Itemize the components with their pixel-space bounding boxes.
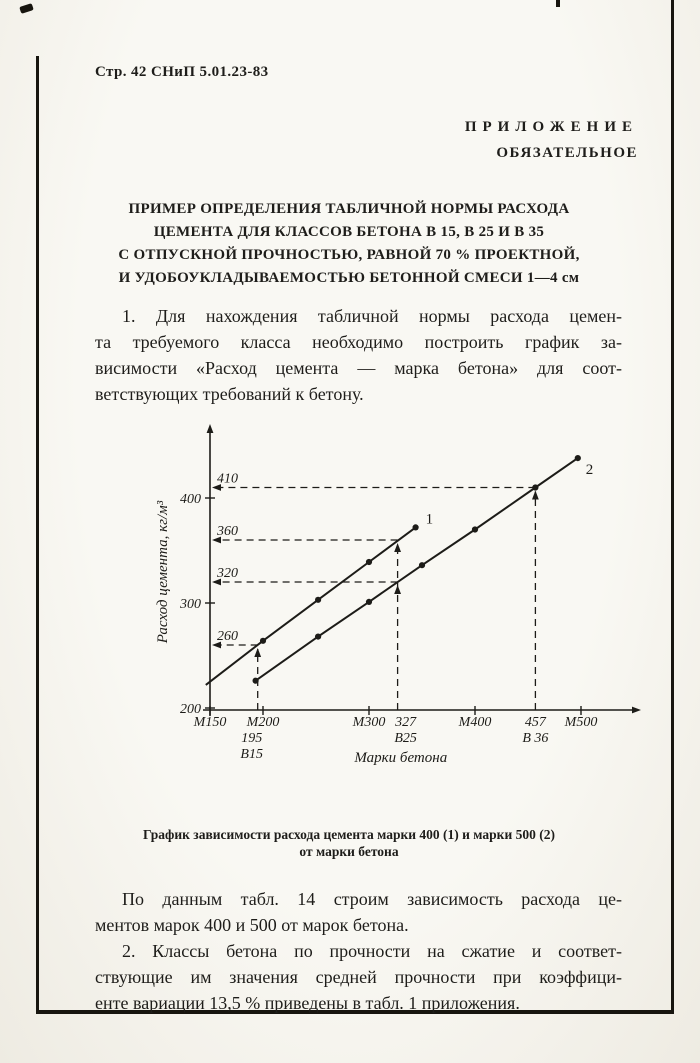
series-1 — [206, 511, 433, 685]
figure-caption — [60, 826, 638, 860]
chart-mount — [115, 412, 655, 784]
scan-speck-top-left — [19, 3, 34, 14]
svg-text:2: 2 — [585, 462, 594, 479]
svg-text:410: 410 — [217, 471, 238, 487]
svg-text:М500: М500 — [564, 715, 598, 730]
arrowhead — [207, 424, 214, 433]
text-line: висимости «Расход цемента — марка бетона» для соот- — [95, 358, 622, 378]
paragraph-1 — [95, 303, 622, 407]
svg-text:400: 400 — [180, 492, 201, 507]
svg-text:В15: В15 — [240, 747, 263, 762]
svg-text:В 36: В 36 — [522, 731, 549, 746]
text-line: от марки бетона — [299, 844, 399, 859]
svg-text:М300: М300 — [352, 715, 386, 730]
x-axis-label: Марки бетона — [354, 750, 448, 766]
svg-text:260: 260 — [217, 629, 238, 644]
text-line: ПРИМЕР ОПРЕДЕЛЕНИЯ ТАБЛИЧНОЙ НОРМЫ РАСХОДА — [128, 201, 570, 217]
svg-text:300: 300 — [180, 597, 201, 612]
page-header: Стр. 42 СНиП 5.01.23-83 — [95, 64, 269, 80]
arrowhead — [632, 707, 641, 714]
scan-edge-left — [36, 56, 39, 1012]
guide-lines — [212, 472, 539, 711]
document-title — [60, 198, 638, 290]
text-line: енте вариации 13,5 % приведены в табл. 1 приложения. — [95, 993, 520, 1013]
text-line: 1. Для нахождения табличной нормы расхода цемен- — [122, 306, 622, 326]
series-2 — [253, 455, 594, 684]
paragraph-3 — [95, 938, 622, 1016]
text-line: ЦЕМЕНТА ДЛЯ КЛАССОВ БЕТОНА В 15, В 25 И В 35 — [153, 224, 545, 240]
svg-text:М400: М400 — [458, 715, 492, 730]
text-line: ветствующих требований к бетону. — [95, 384, 364, 404]
text-line: По данным табл. 14 строим зависимость расхода це- — [122, 889, 622, 909]
svg-text:327: 327 — [395, 715, 417, 730]
paragraph-2 — [95, 886, 622, 938]
svg-text:200: 200 — [180, 702, 201, 717]
text-line: ствующие им значения средней прочности при коэффици- — [95, 967, 622, 987]
annex-block — [465, 119, 638, 162]
cement-consumption-chart — [115, 412, 655, 784]
annex-sublabel: ОБЯЗАТЕЛЬНОЕ — [496, 145, 638, 161]
arrowhead — [532, 491, 539, 500]
text-line: 2. Классы бетона по прочности на сжатие и соответ- — [122, 941, 622, 961]
svg-text:195: 195 — [241, 731, 263, 746]
svg-text:457: 457 — [524, 715, 546, 730]
arrowhead — [394, 585, 401, 594]
text-line: та требуемого класса необходимо построить график за- — [95, 332, 622, 352]
svg-text:В25: В25 — [394, 731, 417, 746]
text-line: С ОТПУСКНОЙ ПРОЧНОСТЬЮ, РАВНОЙ 70 % ПРОЕКТНОЙ, — [118, 247, 580, 263]
svg-text:1: 1 — [425, 511, 434, 528]
arrowhead — [254, 648, 261, 657]
annex-label: ПРИЛОЖЕНИЕ — [464, 119, 638, 135]
svg-text:М150: М150 — [193, 715, 227, 730]
scan-edge-right — [671, 0, 674, 1013]
text-line: ментов марок 400 и 500 от марок бетона. — [95, 915, 409, 935]
text-line: График зависимости расхода цемента марки 400 (1) и марки 500 (2) — [143, 827, 555, 842]
text-line: И УДОБОУКЛАДЫВАЕМОСТЬЮ БЕТОННОЙ СМЕСИ 1—4 см — [118, 270, 580, 286]
arrowhead — [394, 543, 401, 552]
y-axis-label: Расход цемента, кг/м³ — [155, 500, 171, 644]
svg-text:360: 360 — [217, 524, 238, 539]
scan-speck-top — [556, 0, 560, 7]
svg-text:М200: М200 — [246, 715, 280, 730]
svg-text:320: 320 — [217, 566, 238, 581]
